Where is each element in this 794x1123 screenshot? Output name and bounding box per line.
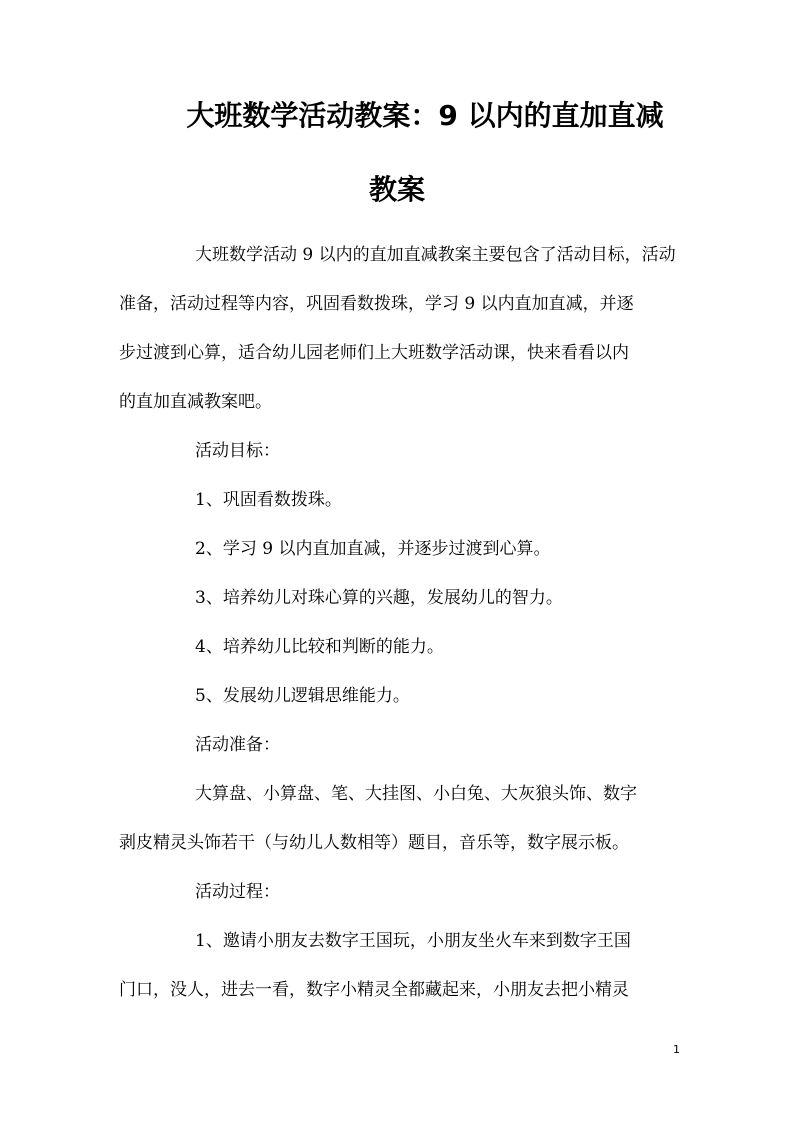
page-number: 1 [673, 1043, 680, 1056]
intro-line-2: 准备，活动过程等内容，巩固看数拨珠，学习 9 以内直加直减，并逐 [119, 294, 634, 314]
prep-heading: 活动准备： [195, 735, 280, 755]
intro-line-4: 的直加直减教案吧。 [119, 392, 272, 412]
intro-line-3: 步过渡到心算，适合幼儿园老师们上大班数学活动课，快来看看以内 [119, 343, 629, 363]
goal-item-1: 1、巩固看数拨珠。 [195, 490, 342, 510]
process-line-2: 门口，没人，进去一看，数字小精灵全都藏起来，小朋友去把小精灵 [119, 980, 629, 1000]
goal-item-4: 4、培养幼儿比较和判断的能力。 [195, 637, 444, 657]
goals-heading: 活动目标： [195, 441, 280, 461]
intro-line-1: 大班数学活动 9 以内的直加直减教案主要包含了活动目标，活动 [195, 245, 676, 265]
goal-item-3: 3、培养幼儿对珠心算的兴趣，发展幼儿的智力。 [195, 588, 563, 608]
goal-item-5: 5、发展幼儿逻辑思维能力。 [195, 686, 410, 706]
prep-line-2: 剥皮精灵头饰若干（与幼儿人数相等）题目，音乐等，数字展示板。 [119, 833, 629, 853]
document-title-line-1: 大班数学活动教案：9 以内的直加直减 [186, 99, 664, 132]
process-heading: 活动过程： [195, 882, 280, 902]
document-title-line-2: 教案 [368, 173, 425, 206]
process-line-1: 1、邀请小朋友去数字王国玩，小朋友坐火车来到数字王国 [195, 931, 631, 951]
prep-line-1: 大算盘、小算盘、笔、大挂图、小白兔、大灰狼头饰、数字 [195, 784, 637, 804]
goal-item-2: 2、学习 9 以内直加直减，并逐步过渡到心算。 [195, 539, 551, 559]
